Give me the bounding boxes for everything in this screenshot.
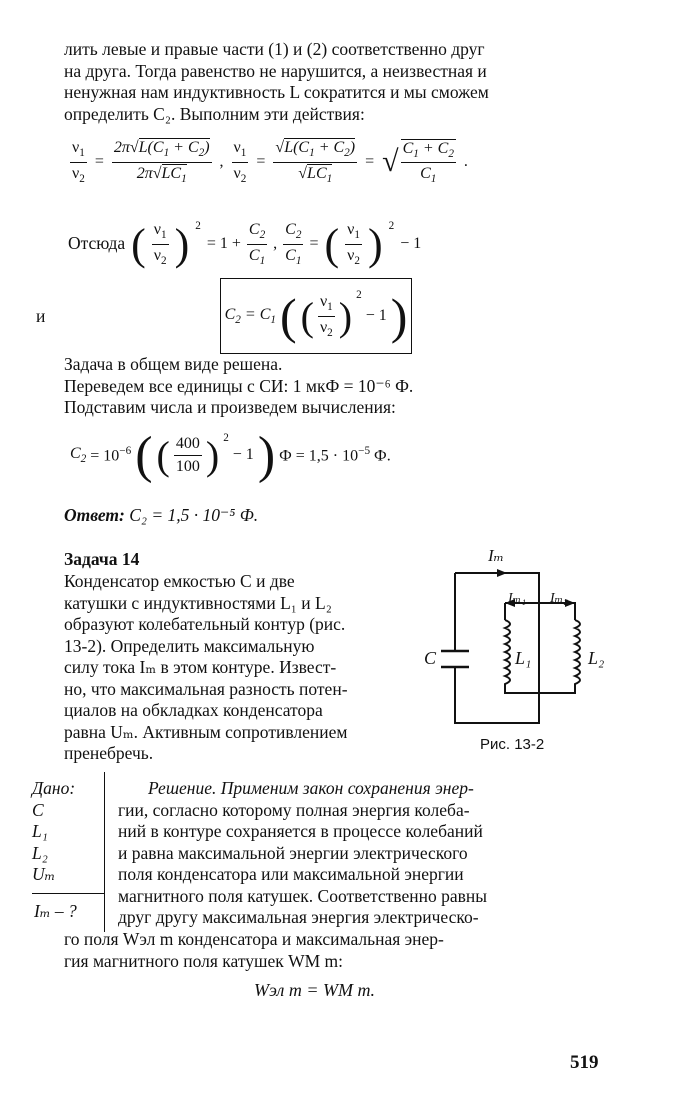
given-rule <box>32 893 104 894</box>
given-item: C <box>32 799 44 820</box>
intro-paragraph <box>64 39 619 125</box>
solved-line: Задача в общем виде решена. <box>64 354 283 374</box>
solution-paragraph <box>118 778 614 929</box>
solution-line: гия магнитного поля катушек WM m: <box>64 950 344 971</box>
label-Im: Iₘ <box>488 546 505 565</box>
solution-line: магнитного поля катушек. Соответственно равны <box>118 885 487 906</box>
task-line: пренебречь. <box>64 743 154 763</box>
solution-line: гии, согласно которому полная энергия колеба- <box>118 799 470 820</box>
given-title: Дано: <box>32 778 76 798</box>
figure-caption: Рис. 13-2 <box>480 736 545 753</box>
solution-line: Решение. Применим закон сохранения энер- <box>148 778 474 798</box>
otsyuda-word: Отсюда <box>68 233 126 254</box>
final-equation: Wэл m = WM m. <box>254 980 375 1000</box>
solved-line: Переведем все единицы с СИ: 1 мкФ = 10⁻⁶ Ф. <box>64 375 414 396</box>
circuit-diagram <box>415 545 615 730</box>
coil-L1 <box>505 620 510 685</box>
answer-label: Ответ: <box>64 505 125 525</box>
task-line: но, что максимальная разность потен- <box>64 678 348 699</box>
solution-line: го поля Wэл m конденсатора и максимальная энер- <box>64 929 444 949</box>
solution-line: ний в контуре сохраняется в процессе колебаний <box>118 821 483 841</box>
given-find: Iₘ – ? <box>34 901 77 921</box>
task-line: 13-2). Определить максимальную <box>64 635 315 656</box>
task-line: катушки с индуктивностями L₁ и L₂ <box>64 592 332 613</box>
solution-line: друг другу максимальная энергия электрическо- <box>118 907 479 927</box>
intro-line: определить C₂. Выполним эти действия: <box>64 103 365 124</box>
answer-value: C₂ = 1,5 · 10⁻⁵ Ф. <box>129 505 259 525</box>
solved-paragraph <box>64 354 619 419</box>
given-divider <box>104 772 105 932</box>
formula-ratio: $\frac{\nu_1}{\nu_2}$ = $\frac{2\pi√L(C_1 + C_2)}{2\pi√LC_1}$ , $\frac{\nu_1}{\nu_2}$ = $\frac{√L(C_1 + C_2)}{√LC_1}$ = √ $\frac{C_1 + C_2}{C_1}$ . <box>72 139 468 186</box>
task-line: Конденсатор емкостью C и две <box>64 571 295 591</box>
intro-line: на друга. Тогда равенство не нарушится, а неизвестная и <box>64 60 487 81</box>
solution-line: и равна максимальной энергии электрического <box>118 842 468 863</box>
task-line: циалов на обкладках конденсатора <box>64 700 323 720</box>
label-Im1: Iₘ₁ <box>508 591 527 606</box>
answer <box>64 505 258 527</box>
coil-L2 <box>575 620 580 685</box>
solved-line: Подставим числа и произведем вычисления: <box>64 397 396 417</box>
formula-otsyuda: Отсюда ( $\frac{\nu_1}{\nu_2}$ ) $^2$ = 1 + $\frac{C_2}{C_1}$ , $\frac{C_2}{C_1}$ = ( $\frac{\nu_1}{\nu_2}$ ) $^2$ − 1 <box>68 219 422 269</box>
task-line: образуют колебательный контур (рис. <box>64 614 346 634</box>
given-block <box>32 778 102 886</box>
given-item: Uₘ <box>32 864 56 884</box>
task-line: равна Uₘ. Активным сопротивлением <box>64 721 348 742</box>
formula-calc: $C_2$ = $10^{-6}$ ( ( $\frac{400}{100}$ ) $^2$ − 1 ) $Ф = 1,5 \cdot 10^{-5}$ Ф. <box>70 426 391 484</box>
and-word: и <box>36 306 46 326</box>
solution-line: поля конденсатора или максимальной энергии <box>118 864 464 884</box>
task-statement <box>64 571 409 765</box>
intro-line: ненужная нам индуктивность L сократится и мы сможем <box>64 82 489 102</box>
given-item: L₂ <box>32 842 48 863</box>
intro-line: лить левые и правые части (1) и (2) соответственно друг <box>64 39 485 59</box>
task-title: Задача 14 <box>64 549 140 569</box>
formula-c2-boxed: $C_2 = C_1$ ( ( $\frac{\nu_1}{\nu_2}$ ) $^2$ − 1 ) <box>220 278 412 354</box>
label-C: C <box>424 648 437 668</box>
solution-tail <box>64 929 614 972</box>
label-Im2: Iₘ₂ <box>550 591 569 606</box>
label-L2: L₂ <box>588 648 605 668</box>
task-line: силу тока Iₘ в этом контуре. Извест- <box>64 657 337 677</box>
label-L1: L₁ <box>515 648 532 668</box>
given-item: L₁ <box>32 821 48 841</box>
page-number: 519 <box>570 1052 599 1073</box>
arrow-icon <box>497 569 507 577</box>
